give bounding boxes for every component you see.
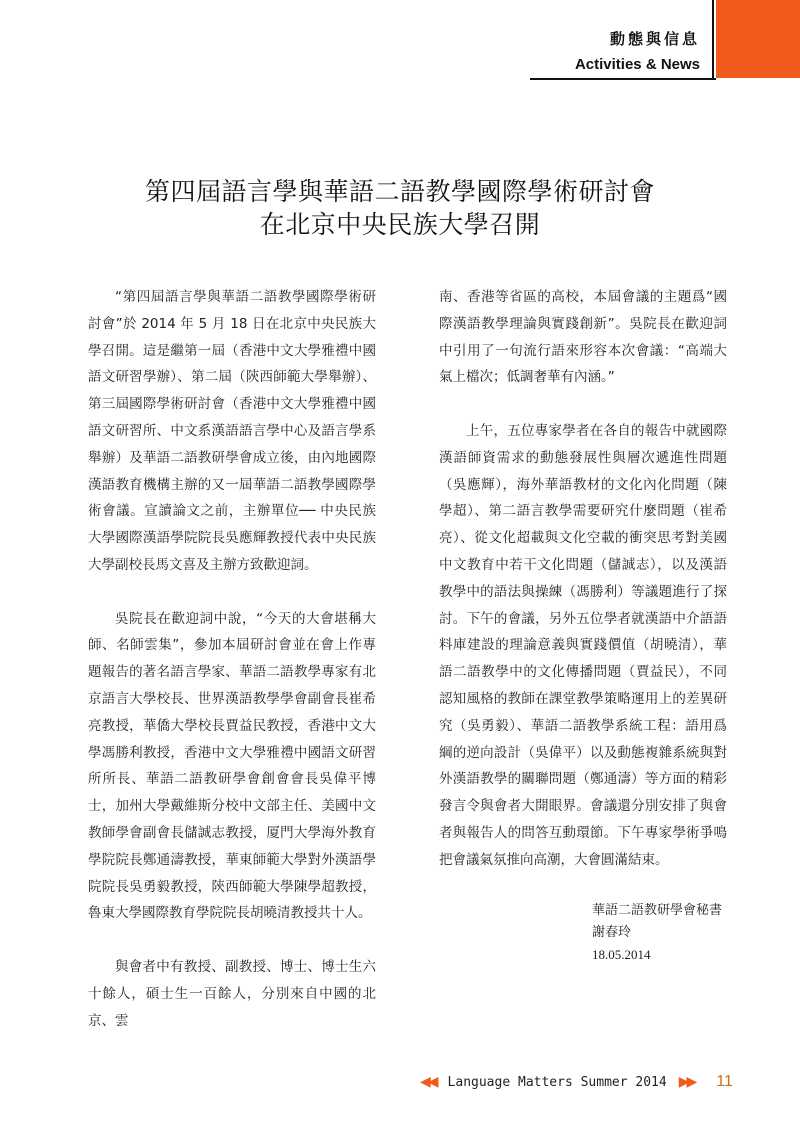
section-title-en: Activities & News xyxy=(574,56,700,73)
double-arrow-right-icon: ▶▶ xyxy=(678,1074,695,1090)
article-paragraph: 上午，五位專家學者在各自的報告中就國際漢語師資需求的動態發展性與層次遞進性問題（吳應輝），海外華語教材的文化內化問題（陳學超）、第二語言教學需要研究什麼問題（崔希亮）、從文化超載與文化空載的衝突思考對美國中文教育中若干文化問題（儲誠志），以及漢語教學中的語法與操練（馮勝利）等議題進行了探討。下午的會議，另外五位學者就漢語中介語語料庫建設的理論意義與實踐價值（胡曉清），華語二語教學中的文化傳播問題（賈益民），不同認知風格的教師在課堂教學策略運用上的差異研究（吳勇毅）、華語二語教學系統工程：語用爲綱的逆向設計（吳偉平）以及動態複雜系統與對外漢語教學的關聯問題（鄭通濤）等方面的精彩發言令與會者大開眼界。會議還分別安排了與會者與報告人的問答互動環節。下午專家學術爭鳴把會議氣氛推向高潮，大會圓滿結束。 xyxy=(439,422,727,868)
section-title-zh: 動態與信息 xyxy=(609,30,700,48)
publication-name: Language Matters Summer 2014 xyxy=(447,1074,667,1090)
article-paragraph: 吳院長在歡迎詞中說，“今天的大會堪稱大師、名師雲集”，參加本屆研討會並在會上作專題報告的著名語言學家、華語二語教學專家有北京語言大學校長、世界漢語教學學會副會長崔希亮教授，華僑大學校長賈益民教授，香港中文大學馮勝利教授，香港中文大學雅禮中國語文研習所所長、華語二語教研學會創會會長吳偉平博士，加州大學戴維斯分校中文部主任、美國中文教師學會副會長儲誠志教授，厦門大學海外教育學院院長鄭通濤教授，華東師範大學對外漢語學院院長吳勇毅教授，陝西師範大學陳學超教授，魯東大學國際教育學院院長胡曉清教授共十人。 xyxy=(88,610,376,922)
signature-block xyxy=(592,900,722,966)
article-paragraph: 與會者中有教授、副教授、博士、博士生六十餘人，碩士生一百餘人，分別來自中國的北京、雲 xyxy=(88,958,376,1029)
page-footer xyxy=(414,1072,733,1092)
signature-org: 華語二語教研學會秘書 xyxy=(592,903,723,918)
header-accent-block xyxy=(716,0,800,78)
page-number: 11 xyxy=(716,1073,733,1090)
article-subtitle: 在北京中央民族大學召開 xyxy=(259,210,541,239)
header-divider-horizontal xyxy=(530,78,716,80)
article-column-left xyxy=(88,284,376,1061)
article-paragraph: “第四屆語言學與華語二語教學國際學術研討會”於 2014 年 5 月 18 日在北京中央民族大學召開。這是繼第一屆（香港中文大學雅禮中國語文研習學辦）、第二屆（陝西師範大學舉辦）、第三屆國際學術研討會（香港中文大學雅禮中國語文研習所、中文系漢語語言學中心及語言學系舉辦）及華語二語教研學會成立後，由內地國際漢語教育機構主辦的又一屆華語二語教學國際學術會議。宣讀論文之前，主辦單位── 中央民族大學國際漢語學院院長吳應輝教授代表中央民族大學副校長馬文喜及主辦方致歡迎詞。 xyxy=(88,289,376,573)
article-title: 第四屆語言學與華語二語教學國際學術研討會 xyxy=(144,177,655,206)
article-column-right xyxy=(439,284,727,900)
signature-name: 謝春玲 xyxy=(592,925,632,940)
article-paragraph: 南、香港等省區的高校，本屆會議的主題爲“國際漢語教學理論與實踐創新”。吳院長在歡迎詞中引用了一句流行語來形容本次會議：“高端大氣上檔次；低調奢華有內涵。” xyxy=(439,289,727,386)
header-divider-vertical xyxy=(712,0,714,80)
signature-date: 18.05.2014 xyxy=(592,947,651,962)
double-arrow-left-icon: ◀◀ xyxy=(420,1074,436,1090)
